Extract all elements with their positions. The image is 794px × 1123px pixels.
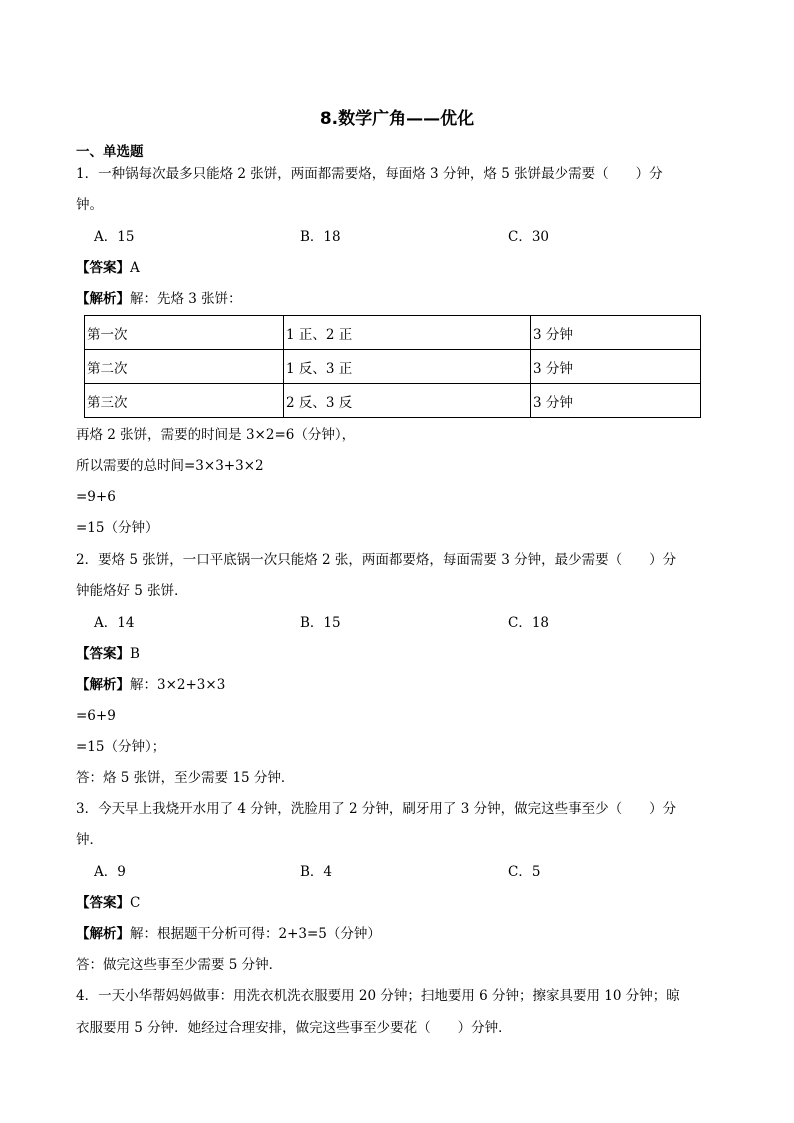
- table-cell: 第二次: [85, 350, 284, 384]
- table-cell: 第三次: [85, 384, 284, 418]
- section-heading: 一、单选题: [76, 144, 144, 160]
- table-row: [85, 316, 701, 350]
- q3-step-1: 答：做完这些事至少需要 5 分钟．: [76, 957, 283, 973]
- q4-stem-line1: 4．一天小华帮妈妈做事：用洗衣机洗衣服要用 20 分钟；扫地要用 6 分钟；擦家具要用 10 分钟；晾: [76, 988, 680, 1004]
- q1-step-2: 所以需要的总时间=3×3+3×2: [76, 458, 264, 474]
- q1-step-3: =9+6: [76, 489, 116, 505]
- analysis-tag: 【解析】: [76, 677, 130, 693]
- q2-step-1: =6+9: [76, 708, 116, 724]
- q2-option-a: A．14: [94, 615, 135, 631]
- q3-option-b: B．4: [300, 864, 333, 880]
- answer-value: B: [130, 646, 140, 662]
- q2-step-2: =15（分钟）；: [76, 739, 166, 755]
- table-cell: 3 分钟: [531, 384, 701, 418]
- q2-option-c: C．18: [508, 615, 550, 631]
- q1-solution-table: [84, 315, 701, 418]
- q3-answer: [76, 894, 140, 912]
- q2-option-b: B．15: [300, 615, 341, 631]
- table-cell: 3 分钟: [531, 316, 701, 350]
- table-cell: 2 反、3 反: [284, 384, 531, 418]
- table-cell: 1 正、2 正: [284, 316, 531, 350]
- q2-stem-line2: 钟能烙好 5 张饼．: [76, 583, 188, 599]
- q2-analysis: [76, 676, 225, 694]
- answer-tag: 【答案】: [76, 895, 130, 911]
- table-row: [85, 350, 701, 384]
- q1-stem-line2: 钟。: [76, 197, 103, 213]
- table-cell: 3 分钟: [531, 350, 701, 384]
- q1-option-b: B．18: [300, 229, 341, 245]
- q3-analysis: [76, 925, 381, 943]
- answer-tag: 【答案】: [76, 260, 130, 276]
- q2-stem-line1: 2．要烙 5 张饼，一口平底锅一次只能烙 2 张，两面都要烙，每面需要 3 分钟，最少需要（ ）分: [76, 552, 677, 568]
- q1-option-c: C．30: [508, 229, 550, 245]
- answer-tag: 【答案】: [76, 646, 130, 662]
- analysis-text: 解：3×2+3×3: [130, 677, 226, 693]
- q3-stem-line1: 3．今天早上我烧开水用了 4 分钟，洗脸用了 2 分钟，刷牙用了 3 分钟，做完这些事至少（ ）分: [76, 801, 677, 817]
- table-cell: 1 反、3 正: [284, 350, 531, 384]
- q3-option-c: C．5: [508, 864, 541, 880]
- analysis-tag: 【解析】: [76, 926, 130, 942]
- table-row: [85, 384, 701, 418]
- q1-answer: [76, 259, 140, 277]
- table-cell: 第一次: [85, 316, 284, 350]
- q1-analysis: [76, 290, 242, 308]
- q2-answer: [76, 645, 140, 663]
- q1-step-4: =15（分钟）: [76, 520, 159, 536]
- analysis-text: 解：先烙 3 张饼：: [130, 291, 242, 307]
- q1-step-1: 再烙 2 张饼，需要的时间是 3×2=6（分钟），: [76, 427, 356, 443]
- analysis-tag: 【解析】: [76, 291, 130, 307]
- q2-step-3: 答：烙 5 张饼，至少需要 15 分钟．: [76, 770, 295, 786]
- answer-value: C: [130, 895, 141, 911]
- q1-stem-line1: 1．一种锅每次最多只能烙 2 张饼，两面都需要烙，每面烙 3 分钟，烙 5 张饼最少需要（ ）分: [76, 166, 663, 182]
- q1-option-a: A．15: [94, 229, 135, 245]
- q3-option-a: A．9: [94, 864, 126, 880]
- page-title: 8.数学广角——优化: [319, 109, 475, 129]
- q3-stem-line2: 钟．: [76, 832, 103, 848]
- q4-stem-line2: 衣服要用 5 分钟．她经过合理安排，做完这些事至少要花（ ）分钟．: [76, 1020, 512, 1036]
- answer-value: A: [130, 260, 140, 276]
- analysis-text: 解：根据题干分析可得：2+3=5（分钟）: [130, 926, 381, 942]
